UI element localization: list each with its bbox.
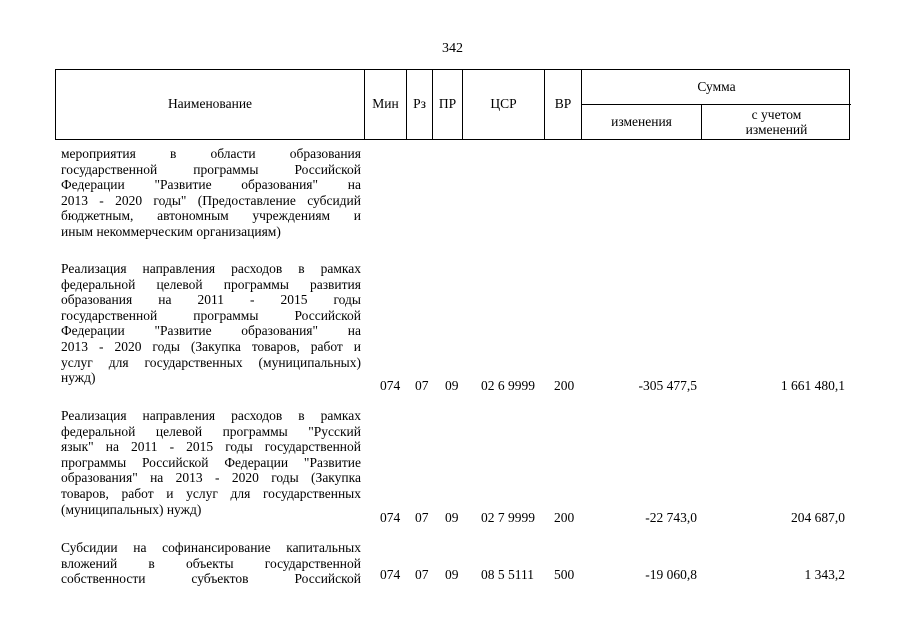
header-min: Мин <box>365 70 407 139</box>
row-name <box>61 261 361 386</box>
header-sum: Сумма <box>582 70 851 105</box>
row-name-line: федеральной целевой программы "Русский <box>61 423 361 439</box>
row-name <box>61 408 361 517</box>
row-name-line: Федерации "Развитие образования" на <box>61 323 361 339</box>
row-name-line: услуг для государственных (муниципальных) <box>61 354 361 370</box>
row-name-line: программы Российской Федерации "Развитие <box>61 454 361 470</box>
cell-rz: 07 <box>415 510 429 525</box>
header-vr: ВР <box>545 70 582 139</box>
row-name <box>61 540 361 587</box>
row-name-line: собственности субъектов Российской <box>61 571 361 587</box>
cell-pr: 09 <box>445 567 459 582</box>
row-name <box>61 146 361 240</box>
row-name-line: 2013 - 2020 годы (Закупка товаров, работ и <box>61 338 361 354</box>
row-name-line: (муниципальных) нужд) <box>61 501 202 517</box>
row-name-line: Реализация направления расходов в рамках <box>61 261 361 276</box>
row-name-line: мероприятия в области образования <box>61 146 361 161</box>
cell-vr: 200 <box>554 510 575 525</box>
cell-csr: 08 5 5111 <box>481 567 534 582</box>
page-number: 342 <box>442 41 463 56</box>
header-with-change-line1: с учетом <box>751 107 802 123</box>
cell-min: 074 <box>380 510 401 525</box>
cell-min: 074 <box>380 378 401 393</box>
header-pr: ПР <box>433 70 463 139</box>
cell-total: 1 343,2 <box>804 567 845 582</box>
row-name-line: бюджетным, автономным учреждениям и <box>61 208 361 224</box>
row-name-line: Субсидии на софинансирование капитальных <box>61 540 361 555</box>
row-name-line: федеральной целевой программы развития <box>61 276 361 292</box>
cell-pr: 09 <box>445 510 459 525</box>
header-change: изменения <box>582 105 702 140</box>
header-sum-group <box>582 70 851 139</box>
cell-total: 204 687,0 <box>791 510 845 525</box>
cell-csr: 02 7 9999 <box>481 510 535 525</box>
row-name-line: язык" на 2011 - 2015 годы государственной <box>61 439 361 455</box>
cell-change: -22 743,0 <box>645 510 697 525</box>
table-header <box>55 69 850 140</box>
cell-vr: 500 <box>554 567 575 582</box>
row-name-line: образования на 2011 - 2015 годы <box>61 292 361 308</box>
row-name-line: товаров, работ и услуг для государственных <box>61 485 361 501</box>
row-name-line: нужд) <box>61 370 96 386</box>
cell-min: 074 <box>380 567 401 582</box>
header-with-change <box>702 105 851 140</box>
row-name-line: государственной программы Российской <box>61 307 361 323</box>
cell-pr: 09 <box>445 378 459 393</box>
cell-csr: 02 6 9999 <box>481 378 535 393</box>
row-name-line: вложений в объекты государственной <box>61 555 361 571</box>
header-name: Наименование <box>56 70 365 139</box>
header-rz: Рз <box>407 70 433 139</box>
cell-change: -305 477,5 <box>638 378 697 393</box>
cell-total: 1 661 480,1 <box>780 378 845 393</box>
row-name-line: Федерации "Развитие образования" на <box>61 177 361 193</box>
row-name-line: 2013 - 2020 годы" (Предоставление субсидий <box>61 192 361 208</box>
header-csr: ЦСР <box>463 70 545 139</box>
row-name-line: Реализация направления расходов в рамках <box>61 408 361 423</box>
row-name-line: иным некоммерческим организациям) <box>61 223 281 239</box>
cell-vr: 200 <box>554 378 575 393</box>
cell-change: -19 060,8 <box>645 567 697 582</box>
cell-rz: 07 <box>415 378 429 393</box>
header-with-change-line2: изменений <box>745 121 808 137</box>
row-name-line: образования" на 2013 - 2020 годы (Закупка <box>61 470 361 486</box>
row-name-line: государственной программы Российской <box>61 161 361 177</box>
cell-rz: 07 <box>415 567 429 582</box>
